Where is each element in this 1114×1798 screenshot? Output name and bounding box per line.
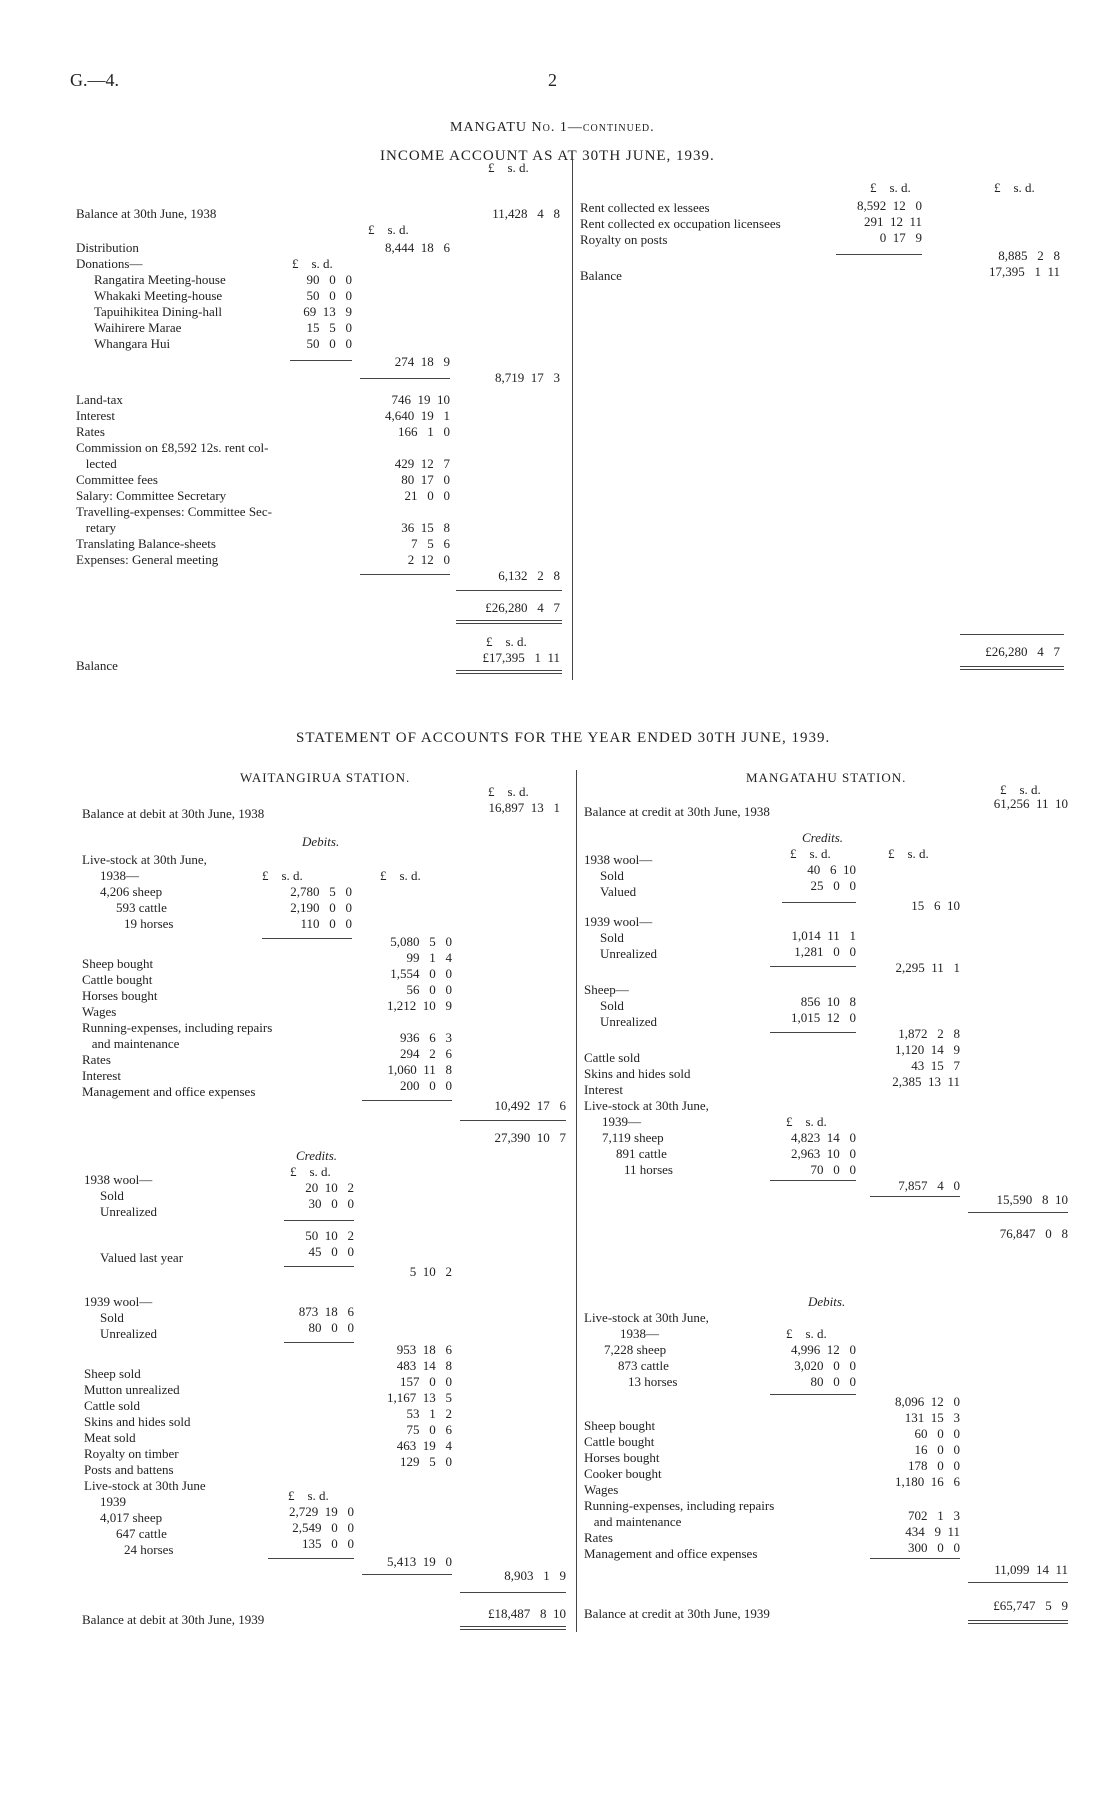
debit-amount: 1,212 10 9: [387, 998, 452, 1013]
livestock-lsd: £ s. d.: [380, 868, 421, 883]
balance-lsd: £ s. d.: [486, 634, 527, 649]
rule: [770, 966, 856, 967]
waitangirua-title: WAITANGIRUA STATION.: [240, 770, 411, 785]
debit-label: Interest: [82, 1068, 121, 1083]
rule: [460, 1629, 566, 1630]
opening-label: Balance at debit at 30th June, 1938: [82, 806, 265, 821]
stock-item-amount: 70 0 0: [810, 1162, 856, 1177]
credit-amount: 483 14 8: [396, 1358, 452, 1373]
credit-label: Mutton unrealized: [84, 1382, 180, 1397]
stock-item-amount: 4,996 12 0: [791, 1342, 856, 1357]
debit-amount: 99 1 4: [406, 950, 452, 965]
stock-1939-total: 7,857 4 0: [898, 1178, 960, 1193]
wool-item-amount: 873 18 6: [298, 1304, 354, 1319]
rule: [870, 1558, 960, 1559]
credits-label: Credits.: [296, 1148, 338, 1163]
rule: [836, 254, 922, 255]
lsd-header: £ s. d.: [870, 180, 911, 195]
column-divider: [576, 770, 577, 1632]
valued-last-year-label: Valued last year: [100, 1250, 184, 1265]
document-reference: G.—4.: [70, 70, 119, 90]
income-grand-total: £26,280 4 7: [485, 600, 560, 615]
debit-label: Rates: [584, 1530, 613, 1545]
stock-1939-label: Live-stock at 30th June,: [584, 1098, 709, 1113]
rule: [968, 1212, 1068, 1213]
expense-amount: 2 12 0: [407, 552, 450, 567]
donations-label: Donations—: [76, 256, 143, 271]
wool-1938-net: 5 10 2: [409, 1264, 452, 1279]
credits-total: 15,590 8 10: [996, 1192, 1068, 1207]
donations-total: 274 18 9: [394, 354, 450, 369]
sheep-item-label: Sold: [600, 998, 624, 1013]
stock-item-label: 891 cattle: [616, 1146, 667, 1161]
closing-stock-lsd: £ s. d.: [288, 1488, 329, 1503]
credits-lsd: £ s. d.: [290, 1164, 331, 1179]
balance-label: Balance: [580, 268, 622, 283]
rule: [960, 634, 1064, 635]
rule: [456, 673, 562, 674]
rule: [960, 669, 1064, 670]
sheep-total: 1,872 2 8: [898, 1026, 960, 1041]
expense-amount: 21 0 0: [404, 488, 450, 503]
rule: [770, 1394, 856, 1395]
wool-item-amount: 30 0 0: [308, 1196, 354, 1211]
stock-1939-year: 1939—: [602, 1114, 641, 1129]
closing-label: Balance at credit at 30th June, 1939: [584, 1606, 770, 1621]
stock-item-label: 11 horses: [624, 1162, 673, 1177]
closing-stock-item-label: 4,017 sheep: [100, 1510, 163, 1525]
debit-amount: 702 1 3: [908, 1508, 960, 1523]
debit-amount: 294 2 6: [400, 1046, 452, 1061]
stock-item-amount: 2,963 10 0: [791, 1146, 856, 1161]
wool-item-label: Sold: [100, 1188, 124, 1203]
livestock-item-label: 4,206 sheep: [100, 884, 163, 899]
rule: [770, 1180, 856, 1181]
column-divider: [572, 160, 573, 680]
rule: [456, 590, 562, 591]
distribution-label: Distribution: [76, 240, 139, 255]
credit-amount: 1,120 14 9: [895, 1042, 960, 1057]
expense-label: retary: [76, 520, 117, 535]
debit-amount: 434 9 11: [905, 1524, 960, 1539]
stock-item-label: 13 horses: [628, 1374, 678, 1389]
stock-1938-label: Live-stock at 30th June,: [584, 1310, 709, 1325]
valued-last-year-amount: 45 0 0: [308, 1244, 354, 1259]
closing-stock-item-label: 647 cattle: [116, 1526, 167, 1541]
credit-amount: 43 15 7: [911, 1058, 960, 1073]
wool-item-label: Sold: [600, 930, 624, 945]
debit-label: Running-expenses, including repairs: [82, 1020, 273, 1035]
expense-label: Travelling-expenses: Committee Sec-: [76, 504, 272, 519]
expense-amount: 80 17 0: [401, 472, 450, 487]
stock-item-amount: 3,020 0 0: [794, 1358, 856, 1373]
donation-label: Whakaki Meeting-house: [94, 288, 223, 303]
debit-amount: 131 15 3: [904, 1410, 960, 1425]
expense-label: Expenses: General meeting: [76, 552, 219, 567]
wool-1939-total: 2,295 11 1: [895, 960, 960, 975]
credit-label: Skins and hides sold: [84, 1414, 191, 1429]
closing-stock-label: Live-stock at 30th June: [84, 1478, 206, 1493]
wool-item-amount: 40 6 10: [807, 862, 856, 877]
debit-label: Sheep bought: [584, 1418, 656, 1433]
credit-amount: 75 0 6: [406, 1422, 452, 1437]
closing-label: Balance at debit at 30th June, 1939: [82, 1612, 265, 1627]
wool-1938-label: 1938 wool—: [584, 852, 653, 867]
livestock-item-amount: 2,190 0 0: [290, 900, 352, 915]
rule: [782, 902, 856, 903]
credit-amount: 53 1 2: [406, 1406, 452, 1421]
closing-stock-total: 5,413 19 0: [387, 1554, 452, 1569]
donation-label: Waihirere Marae: [94, 320, 182, 335]
wool-1938-label: 1938 wool—: [84, 1172, 153, 1187]
wool-item-label: Sold: [100, 1310, 124, 1325]
debit-amount: 1,060 11 8: [387, 1062, 452, 1077]
income-amount: 291 12 11: [863, 214, 922, 229]
debit-amount: 56 0 0: [406, 982, 452, 997]
debit-amount: 1,554 0 0: [390, 966, 452, 981]
balance-amount: £17,395 1 11: [482, 650, 560, 665]
expense-amount: 166 1 0: [398, 424, 450, 439]
donation-amount: 90 0 0: [306, 272, 352, 287]
closing-stock-item-amount: 2,729 19 0: [289, 1504, 354, 1519]
debits-total: 11,099 14 11: [994, 1562, 1068, 1577]
livestock-item-amount: 2,780 5 0: [290, 884, 352, 899]
expense-amount: 429 12 7: [394, 456, 450, 471]
livestock-item-amount: 110 0 0: [300, 916, 352, 931]
expense-amount: 36 15 8: [401, 520, 450, 535]
opening-label: Balance at credit at 30th June, 1938: [584, 804, 770, 819]
stock-item-amount: 80 0 0: [810, 1374, 856, 1389]
livestock-lsd: £ s. d.: [262, 868, 303, 883]
income-subtotal: 8,885 2 8: [998, 248, 1060, 263]
donations-lsd: £ s. d.: [292, 256, 333, 271]
stock-item-label: 7,119 sheep: [602, 1130, 664, 1145]
wool-1939-total: 953 18 6: [396, 1342, 452, 1357]
expense-amount: 4,640 19 1: [385, 408, 450, 423]
closing-amount: £18,487 8 10: [488, 1606, 566, 1621]
lsd-header: £ s. d.: [488, 784, 529, 799]
expense-label: lected: [76, 456, 117, 471]
donation-amount: 15 5 0: [306, 320, 352, 335]
credits-lsd: £ s. d.: [790, 846, 831, 861]
credits-label: Credits.: [802, 830, 844, 845]
running-total: 76,847 0 8: [999, 1226, 1068, 1241]
income-label: Rent collected ex occupation licensees: [580, 216, 781, 231]
credit-label: Cattle sold: [584, 1050, 640, 1065]
donation-amount: 50 0 0: [306, 288, 352, 303]
sheep-item-amount: 1,015 12 0: [791, 1010, 856, 1025]
opening-amount: 61,256 11 10: [993, 796, 1068, 811]
wool-item-amount: 1,281 0 0: [794, 944, 856, 959]
wool-item-label: Valued: [600, 884, 637, 899]
credit-amount: 463 19 4: [396, 1438, 452, 1453]
credit-amount: 157 0 0: [400, 1374, 452, 1389]
debit-label: Cooker bought: [584, 1466, 662, 1481]
income-label: Royalty on posts: [580, 232, 668, 247]
debit-amount: 178 0 0: [908, 1458, 960, 1473]
expense-label: Interest: [76, 408, 115, 423]
donation-amount: 50 0 0: [306, 336, 352, 351]
rule: [360, 378, 450, 379]
wool-item-amount: 20 10 2: [305, 1180, 354, 1195]
debit-label: and maintenance: [584, 1514, 682, 1529]
debit-label: Wages: [82, 1004, 117, 1019]
rule: [460, 1626, 566, 1627]
rule: [456, 623, 562, 624]
donation-label: Rangatira Meeting-house: [94, 272, 226, 287]
wool-item-label: Unrealized: [100, 1204, 158, 1219]
wool-1939-label: 1939 wool—: [584, 914, 653, 929]
income-label: Rent collected ex lessees: [580, 200, 710, 215]
rule: [362, 1100, 452, 1101]
sheep-label: Sheep—: [584, 982, 629, 997]
rule: [968, 1582, 1068, 1583]
debits-total: 10,492 17 6: [494, 1098, 566, 1113]
credit-amount: 129 5 0: [400, 1454, 452, 1469]
sheep-item-amount: 856 10 8: [800, 994, 856, 1009]
livestock-item-label: 593 cattle: [116, 900, 167, 915]
donation-amount: 69 13 9: [303, 304, 352, 319]
lsd-header: £ s. d.: [994, 180, 1035, 195]
subtotal-1: 8,719 17 3: [495, 370, 560, 385]
expense-label: Commission on £8,592 12s. rent col-: [76, 440, 269, 455]
debit-amount: 300 0 0: [908, 1540, 960, 1555]
credits-total: 8,903 1 9: [504, 1568, 566, 1583]
balance-1938-amount: 11,428 4 8: [492, 206, 560, 221]
lsd-subheader: £ s. d.: [368, 222, 409, 237]
balance-1938-label: Balance at 30th June, 1938: [76, 206, 217, 221]
debit-label: Management and office expenses: [82, 1084, 256, 1099]
closing-stock-item-label: 24 horses: [124, 1542, 174, 1557]
debit-amount: 60 0 0: [914, 1426, 960, 1441]
donation-label: Whangara Hui: [94, 336, 171, 351]
credit-label: Royalty on timber: [84, 1446, 179, 1461]
rule: [362, 1574, 452, 1575]
stock-item-label: 873 cattle: [618, 1358, 669, 1373]
credit-label: Posts and battens: [84, 1462, 174, 1477]
debit-label: Rates: [82, 1052, 111, 1067]
credit-label: Sheep sold: [84, 1366, 141, 1381]
debits-label: Debits.: [808, 1294, 846, 1309]
stock-item-label: 7,228 sheep: [604, 1342, 667, 1357]
livestock-total: 5,080 5 0: [390, 934, 452, 949]
rule: [284, 1220, 354, 1221]
debit-label: and maintenance: [82, 1036, 180, 1051]
livestock-label: Live-stock at 30th June,: [82, 852, 207, 867]
stock-1938-lsd: £ s. d.: [786, 1326, 827, 1341]
balance-label: Balance: [76, 658, 118, 673]
distribution-amount: 8,444 18 6: [385, 240, 450, 255]
debits-label: Debits.: [302, 834, 340, 849]
rule: [456, 670, 562, 671]
rule: [460, 1592, 566, 1593]
rule: [770, 1032, 856, 1033]
expense-label: Salary: Committee Secretary: [76, 488, 227, 503]
debit-label: Cattle bought: [82, 972, 153, 987]
expense-label: Committee fees: [76, 472, 158, 487]
rule: [968, 1623, 1068, 1624]
rule: [968, 1620, 1068, 1621]
income-amount: 8,592 12 0: [857, 198, 922, 213]
debit-label: Horses bought: [584, 1450, 660, 1465]
debit-amount: 1,180 16 6: [895, 1474, 960, 1489]
expenses-total: 6,132 2 8: [498, 568, 560, 583]
stock-1938-total: 8,096 12 0: [895, 1394, 960, 1409]
sheep-item-label: Unrealized: [600, 1014, 658, 1029]
expense-label: Land-tax: [76, 392, 123, 407]
stock-1939-lsd: £ s. d.: [786, 1114, 827, 1129]
opening-amount: 16,897 13 1: [488, 800, 560, 815]
wool-item-label: Unrealized: [600, 946, 658, 961]
wool-1939-label: 1939 wool—: [84, 1294, 153, 1309]
wool-item-label: Sold: [600, 868, 624, 883]
expense-amount: 746 19 10: [391, 392, 450, 407]
mangatahu-title: MANGATAHU STATION.: [746, 770, 907, 785]
lsd-header: £ s. d.: [488, 160, 529, 175]
credit-amount: 2,385 13 11: [892, 1074, 960, 1089]
income-amount: 0 17 9: [879, 230, 922, 245]
credit-amount: 1,167 13 5: [387, 1390, 452, 1405]
debit-label: Running-expenses, including repairs: [584, 1498, 775, 1513]
debit-label: Cattle bought: [584, 1434, 655, 1449]
credit-label: Skins and hides sold: [584, 1066, 691, 1081]
wool-item-label: Unrealized: [100, 1326, 158, 1341]
statement-title: STATEMENT OF ACCOUNTS FOR THE YEAR ENDED 30TH JUNE, 1939.: [296, 730, 831, 746]
livestock-item-label: 19 horses: [124, 916, 174, 931]
rule: [960, 666, 1064, 667]
wool-item-amount: 25 0 0: [810, 878, 856, 893]
closing-stock-item-amount: 135 0 0: [302, 1536, 354, 1551]
livestock-year: 1938—: [100, 868, 139, 883]
lsd-header: £ s. d.: [1000, 782, 1041, 797]
credit-label: Cattle sold: [84, 1398, 140, 1413]
debit-amount: 936 6 3: [400, 1030, 452, 1045]
wool-item-amount: 1,014 11 1: [791, 928, 856, 943]
rule: [460, 1120, 566, 1121]
rule: [262, 938, 352, 939]
stock-1938-year: 1938—: [620, 1326, 659, 1341]
wool-item-amount: 80 0 0: [308, 1320, 354, 1335]
income-grand-total: £26,280 4 7: [985, 644, 1060, 659]
stock-item-amount: 4,823 14 0: [791, 1130, 856, 1145]
expense-label: Rates: [76, 424, 105, 439]
debit-label: Wages: [584, 1482, 619, 1497]
page-number: 2: [548, 70, 557, 90]
rule: [456, 620, 562, 621]
running-total: 27,390 10 7: [494, 1130, 566, 1145]
debit-amount: 200 0 0: [400, 1078, 452, 1093]
balance-amount: 17,395 1 11: [988, 264, 1060, 279]
debit-label: Horses bought: [82, 988, 158, 1003]
income-account-title: INCOME ACCOUNT AS AT 30TH JUNE, 1939.: [380, 148, 715, 164]
debit-amount: 16 0 0: [914, 1442, 960, 1457]
expense-amount: 7 5 6: [411, 536, 450, 551]
closing-amount: £65,747 5 9: [993, 1598, 1068, 1613]
credit-label: Interest: [584, 1082, 623, 1097]
rule: [360, 574, 450, 575]
credits-lsd: £ s. d.: [888, 846, 929, 861]
closing-stock-item-amount: 2,549 0 0: [292, 1520, 354, 1535]
wool-1938-total: 50 10 2: [305, 1228, 354, 1243]
debit-label: Management and office expenses: [584, 1546, 758, 1561]
wool-1938-total: 15 6 10: [911, 898, 960, 913]
expense-label: Translating Balance-sheets: [76, 536, 216, 551]
credit-label: Meat sold: [84, 1430, 136, 1445]
mangatu-title: MANGATU No. 1—continued.: [450, 120, 655, 135]
closing-stock-year: 1939: [100, 1494, 126, 1509]
debit-label: Sheep bought: [82, 956, 154, 971]
donation-label: Tapuihikitea Dining-hall: [94, 304, 222, 319]
